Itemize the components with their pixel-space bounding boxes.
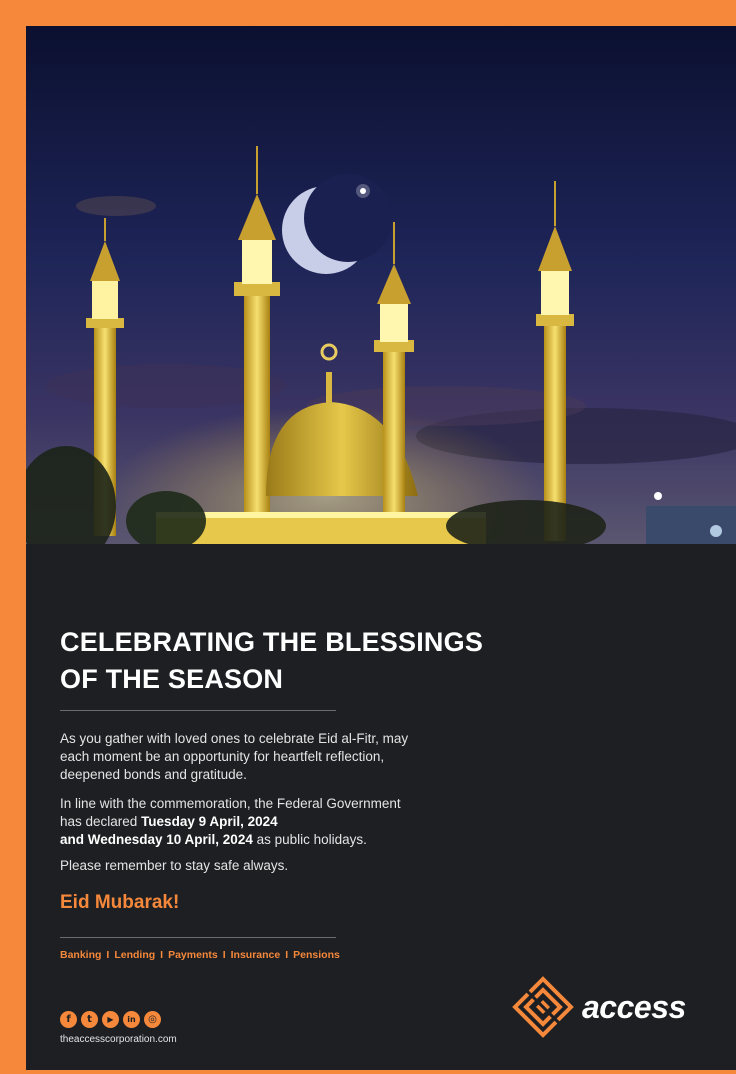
divider-bottom bbox=[60, 937, 336, 938]
service-separator: I bbox=[106, 949, 110, 961]
instagram-icon[interactable]: ◎ bbox=[144, 1011, 161, 1028]
service-separator: I bbox=[222, 949, 226, 961]
linkedin-icon[interactable]: in bbox=[123, 1011, 140, 1028]
service-banking: Banking bbox=[60, 949, 102, 961]
access-logo bbox=[512, 976, 686, 1038]
service-lending: Lending bbox=[114, 949, 156, 961]
frame-left-border bbox=[0, 0, 26, 1074]
service-separator: I bbox=[160, 949, 164, 961]
facebook-icon[interactable]: f bbox=[60, 1011, 77, 1028]
holidays-text-end: as public holidays. bbox=[252, 832, 367, 847]
holidays-text-start: In line with the commemoration, the Federal Government has declared bbox=[60, 796, 401, 829]
headline bbox=[60, 624, 500, 698]
social-icons bbox=[60, 1011, 161, 1028]
eid-mubarak-greeting: Eid Mubarak! bbox=[60, 892, 180, 913]
service-pensions: Pensions bbox=[293, 949, 340, 961]
paragraph-safety: Please remember to stay safe always. bbox=[60, 858, 289, 873]
twitter-icon[interactable]: t bbox=[81, 1011, 98, 1028]
holiday-date-1: Tuesday 9 April, 2024 bbox=[141, 814, 278, 829]
services-list bbox=[60, 949, 340, 961]
headline-line-2: OF THE SEASON bbox=[60, 664, 284, 694]
access-diamond-icon bbox=[512, 976, 574, 1038]
paragraph-intro: As you gather with loved ones to celebrate Eid al-Fitr, may each moment be an opportunity for heartfelt reflection, deepened bonds and gratitude. bbox=[60, 731, 409, 782]
headline-line-1: CELEBRATING THE BLESSINGS bbox=[60, 627, 484, 657]
service-insurance: Insurance bbox=[230, 949, 281, 961]
service-separator: I bbox=[285, 949, 289, 961]
service-payments: Payments bbox=[168, 949, 218, 961]
frame-top-border bbox=[0, 0, 736, 26]
hero-mosque-image bbox=[26, 26, 736, 544]
brand-name: access bbox=[582, 988, 686, 1025]
frame-bottom-border bbox=[0, 1070, 736, 1074]
divider-top bbox=[60, 710, 336, 711]
youtube-icon[interactable]: ▶ bbox=[102, 1011, 119, 1028]
paragraph-holidays bbox=[60, 795, 420, 849]
holiday-date-2: and Wednesday 10 April, 2024 bbox=[60, 832, 253, 847]
website-link[interactable]: theaccesscorporation.com bbox=[60, 1034, 177, 1045]
